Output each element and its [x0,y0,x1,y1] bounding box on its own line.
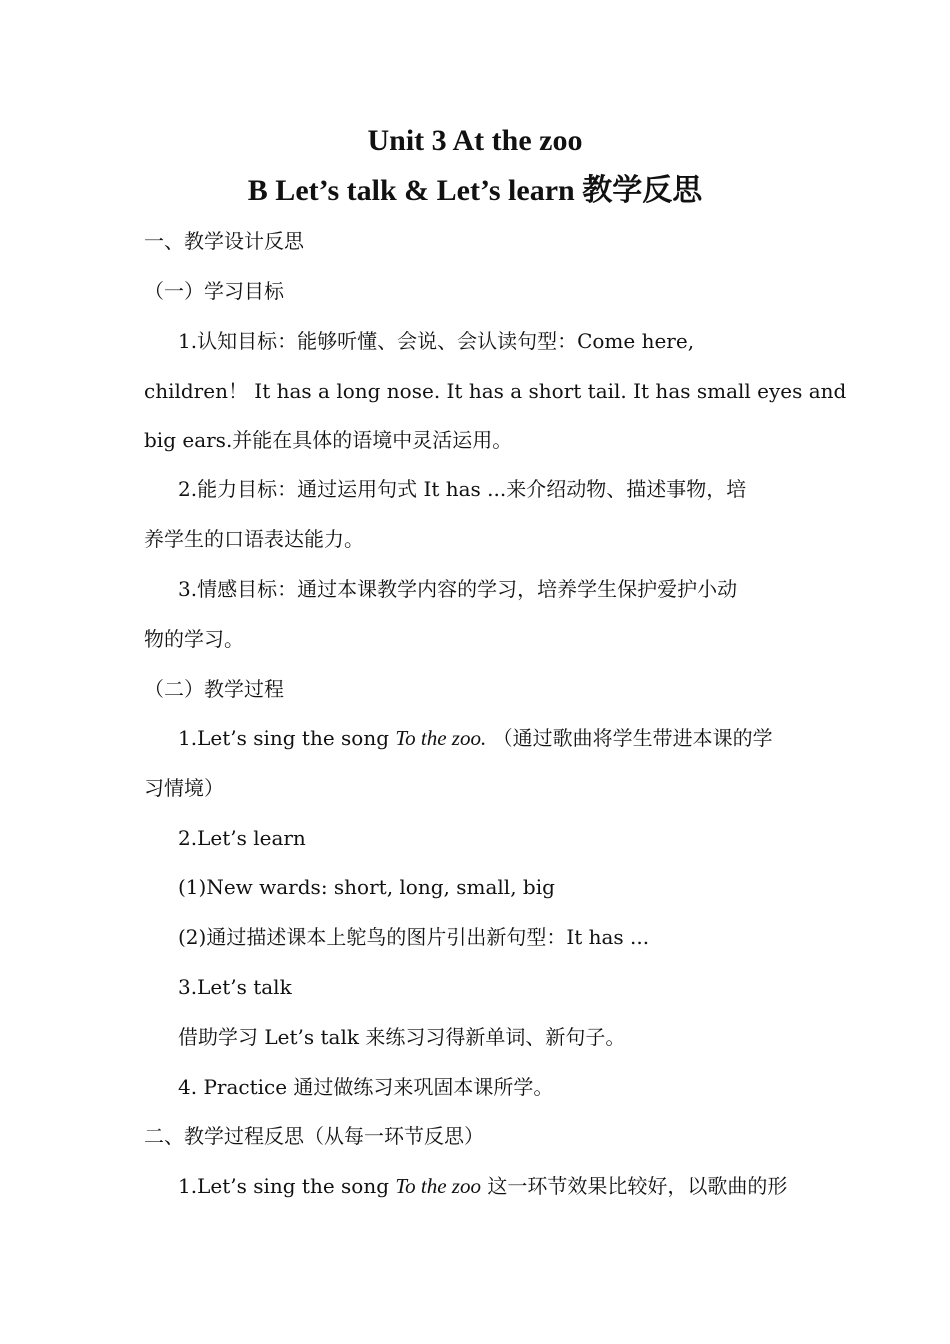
goal-ability-line2: 养学生的口语表达能力。 [144,527,364,551]
song-title: To the zoo. [395,726,487,750]
reflection-sing-line1 [178,1171,787,1201]
goal-cognitive-line2: children！ It has a long nose. It has a short tail. It has small eyes and [144,379,847,403]
goal-emotion-line1: 3.情感目标：通过本课教学内容的学习，培养学生保护爱护小动 [178,577,738,601]
reflection-song-title: To the zoo [395,1174,481,1198]
subsection-heading-learning-goals: （一）学习目标 [144,279,284,303]
process-learn-item2: (2)通过描述课本上鸵鸟的图片引出新句型：It has ... [178,925,650,949]
process-sing-line1 [178,723,773,753]
section-heading-process-reflection: 二、教学过程反思（从每一环节反思） [144,1124,484,1148]
document-title: Unit 3 At the zoo [367,124,583,157]
process-talk-heading: 3.Let’s talk [178,975,292,999]
goal-ability-line1: 2.能力目标：通过运用句式 It has ...来介绍动物、描述事物，培 [178,477,747,501]
goal-cognitive-line1: 1.认知目标：能够听懂、会说、会认读句型：Come here, [178,329,695,353]
reflection-sing-suffix: 这一环节效果比较好，以歌曲的形 [480,1174,788,1198]
process-sing-line2: 习情境） [144,776,224,800]
reflection-sing-prefix: 1.Let’s sing the song [178,1174,396,1198]
process-learn-item1: (1)New wards: short, long, small, big [178,875,555,899]
process-learn-heading: 2.Let’s learn [178,826,306,850]
section-heading-design-reflection: 一、教学设计反思 [144,229,304,253]
process-practice: 4. Practice 通过做练习来巩固本课所学。 [178,1075,554,1099]
process-sing-suffix: （通过歌曲将学生带进本课的学 [486,726,773,750]
document-subtitle: B Let’s talk & Let’s learn 教学反思 [247,174,703,207]
process-talk-text: 借助学习 Let’s talk 来练习习得新单词、新句子。 [178,1025,626,1049]
goal-emotion-line2: 物的学习。 [144,627,244,651]
process-sing-prefix: 1.Let’s sing the song [178,726,396,750]
subsection-heading-teaching-process: （二）教学过程 [144,677,284,701]
goal-cognitive-line3: big ears.并能在具体的语境中灵活运用。 [144,428,513,452]
